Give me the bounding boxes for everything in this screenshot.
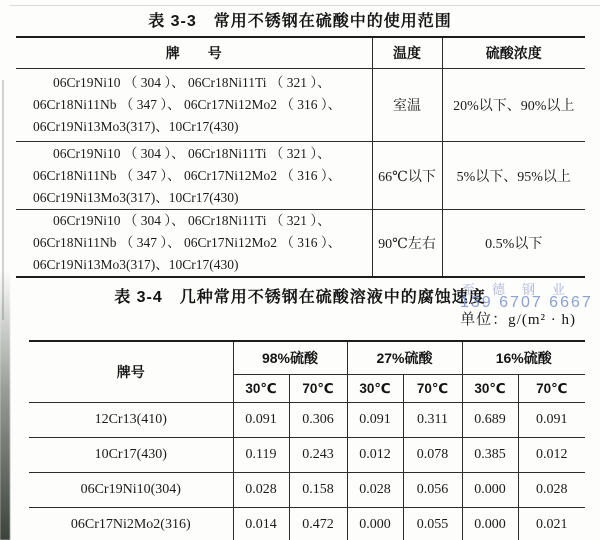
rate-cell: 0.078 bbox=[403, 438, 462, 473]
scan-artifact-left-shadow bbox=[0, 270, 10, 540]
rate-cell: 0.056 bbox=[403, 473, 462, 508]
table-row-06cr17ni2mo2 bbox=[29, 508, 585, 540]
rate-cell: 0.012 bbox=[518, 438, 585, 473]
concentration-cell: 0.5%以下 bbox=[442, 210, 585, 278]
rate-cell: 0.055 bbox=[403, 508, 462, 540]
table-row-12cr13 bbox=[29, 403, 585, 438]
rate-cell: 0.306 bbox=[289, 403, 347, 438]
grade-line: 06Cr18Ni11Nb （ 347 ）、 06Cr17Ni12Mo2 （ 316 ）、 bbox=[33, 235, 342, 250]
rate-cell: 0.000 bbox=[347, 508, 403, 540]
grade-line: 06Cr19Ni13Mo3(317)、10Cr17(430) bbox=[33, 119, 239, 134]
grade-line: 06Cr19Ni13Mo3(317)、10Cr17(430) bbox=[33, 189, 239, 205]
grade-cell: 12Cr13(410) bbox=[29, 403, 233, 438]
rate-cell: 0.091 bbox=[518, 403, 585, 438]
temp-header: 70℃ bbox=[289, 375, 347, 403]
concentration-column-header: 硫酸浓度 bbox=[442, 37, 585, 69]
grade-line: 06Cr19Ni10 （ 304 ）、 06Cr18Ni11Ti （ 321 ）、 bbox=[53, 213, 331, 228]
table-3-4-corrosion-rate bbox=[29, 340, 585, 540]
concentration-cell: 20%以下、90%以上 bbox=[442, 69, 585, 142]
rate-cell: 0.311 bbox=[403, 403, 462, 438]
table-3-3-title: 表 3-3 常用不锈钢在硫酸中的使用范围 bbox=[148, 13, 452, 30]
grade-cell: 10Cr17(430) bbox=[29, 438, 233, 473]
table-row-10cr17 bbox=[29, 438, 585, 473]
temperature-cell: 66℃以下 bbox=[372, 142, 442, 210]
watermark-company-name: 至德钢业 bbox=[462, 282, 583, 297]
temp-header: 30℃ bbox=[462, 375, 518, 403]
temperature-cell: 室温 bbox=[372, 69, 442, 142]
table-row-06cr19ni10 bbox=[29, 473, 585, 508]
grade-column-header: 牌号 bbox=[116, 364, 145, 380]
rate-cell: 0.028 bbox=[233, 473, 289, 508]
table-3-4-header-row-acids bbox=[29, 341, 585, 375]
rate-cell: 0.158 bbox=[289, 473, 347, 508]
grade-column-header: 牌 号 bbox=[165, 45, 222, 61]
grade-line: 06Cr18Ni11Nb （ 347 ）、 06Cr17Ni12Mo2 （ 316 ）、 bbox=[33, 97, 342, 112]
table-3-4-title: 表 3-4 几种常用不锈钢在硫酸溶液中的腐蚀速度 bbox=[114, 289, 486, 306]
temp-header: 70℃ bbox=[518, 375, 585, 403]
rate-cell: 0.000 bbox=[462, 473, 518, 508]
temp-header: 70℃ bbox=[403, 375, 462, 403]
grade-list-cell bbox=[16, 210, 372, 278]
grade-cell: 06Cr17Ni2Mo2(316) bbox=[29, 508, 233, 540]
table-3-3-header-row bbox=[16, 37, 585, 69]
table-3-3-row-room-temp bbox=[16, 69, 585, 142]
rate-cell: 0.000 bbox=[462, 508, 518, 540]
rate-cell: 0.021 bbox=[518, 508, 585, 540]
grade-line: 06Cr19Ni10 （ 304 ）、 06Cr18Ni11Ti （ 321 ）、 bbox=[53, 75, 331, 90]
grade-cell: 06Cr19Ni10(304) bbox=[29, 473, 233, 508]
rate-cell: 0.012 bbox=[347, 438, 403, 473]
rate-cell: 0.243 bbox=[289, 438, 347, 473]
rate-cell: 0.028 bbox=[347, 473, 403, 508]
rate-cell: 0.091 bbox=[347, 403, 403, 438]
grade-line: 06Cr18Ni11Nb （ 347 ）、 06Cr17Ni12Mo2 （ 316 ）、 bbox=[33, 167, 342, 183]
rate-cell: 0.689 bbox=[462, 403, 518, 438]
grade-line: 06Cr19Ni10 （ 304 ）、 06Cr18Ni11Ti （ 321 ）、 bbox=[53, 145, 331, 161]
rate-cell: 0.385 bbox=[462, 438, 518, 473]
grade-list-cell bbox=[16, 142, 372, 210]
temperature-cell: 90℃左右 bbox=[372, 210, 442, 278]
table-3-3-row-90c bbox=[16, 210, 585, 278]
acid-group-header-16: 16%硫酸 bbox=[462, 341, 585, 375]
rate-cell: 0.119 bbox=[233, 438, 289, 473]
acid-group-header-27: 27%硫酸 bbox=[347, 341, 462, 375]
concentration-cell: 5%以下、95%以上 bbox=[442, 142, 585, 210]
scan-artifact-top-line bbox=[10, 5, 600, 6]
temperature-column-header: 温度 bbox=[372, 37, 442, 69]
unit-note: 单位：g/(m² · h) bbox=[460, 312, 576, 328]
rate-cell: 0.472 bbox=[289, 508, 347, 540]
temp-header: 30℃ bbox=[233, 375, 289, 403]
temp-header: 30℃ bbox=[347, 375, 403, 403]
rate-cell: 0.091 bbox=[233, 403, 289, 438]
acid-group-header-98: 98%硫酸 bbox=[233, 341, 347, 375]
rate-cell: 0.028 bbox=[518, 473, 585, 508]
grade-line: 06Cr19Ni13Mo3(317)、10Cr17(430) bbox=[33, 257, 239, 272]
watermark-phone-number: 139 6707 6667 bbox=[460, 294, 593, 311]
grade-list-cell bbox=[16, 69, 372, 142]
table-3-3-row-66c bbox=[16, 142, 585, 210]
table-3-3-usage-range bbox=[16, 36, 585, 278]
rate-cell: 0.014 bbox=[233, 508, 289, 540]
